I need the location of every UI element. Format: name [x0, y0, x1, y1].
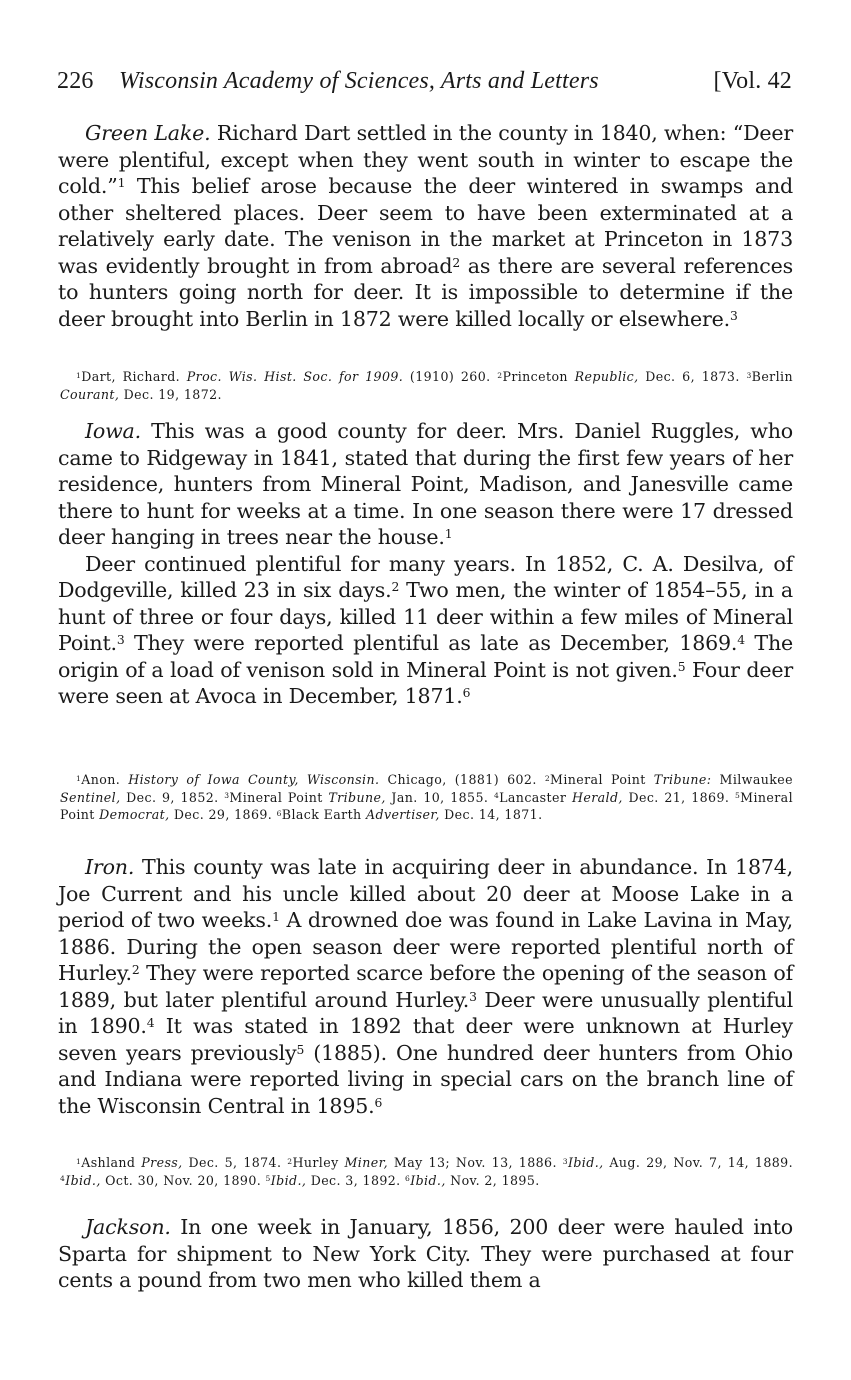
footnote-ref: 6 [462, 686, 471, 701]
footnote-ref: 3 [729, 308, 738, 323]
section-green-lake [58, 120, 793, 332]
iowa-paragraph-2: Deer continued plentiful for many years. In 1852, C. A. Desilva, of Dodgeville, killed 23 in six days.$^2$ Two men, the winter of 1854–55, in a hunt of three or four days, killed 11 deer within a few miles of Mineral Point.$^3$ They were reported plentiful as late as December, 1869.$^4$ The origin of a load of venison sold in Mineral Point is not given.$^5$ Four deer were seen at Avoca in December, 1871.$^6$ [58, 551, 793, 708]
footnote-text: $^1$Ashland Press, Dec. 5, 1874. $^2$Hurley Miner, May 13; Nov. 13, 1886. $^3$Ibid., Aug. 29, Nov. 7, 14, 1889. $^4$Ibid., Oct. 30, Nov. 20, 1890. $^5$Ibid., Dec. 3, 1892. $^6$Ibid., Nov. 2, 1895. [60, 1155, 793, 1188]
footnote-ref: 4 [737, 633, 745, 648]
footnotes-iron [58, 1154, 793, 1189]
iron-paragraph: Iron. This county was late in acquiring deer in abundance. In 1874, Joe Current and his uncle killed about 20 deer at Moose Lake in a period of two weeks.$^1$ A drowned doe was found in Lake Lavina in May, 1886. During the open season deer were reported plentiful north of Hurley.$^2$ They were reported scarce before the opening of the season of 1889, but later plentiful around Hurley.$^3$ Deer were unusually plentiful in 1890.$^4$ It was stated in 1892 that deer were unknown at Hurley seven years previously$^5$ (1885). One hundred deer hunters from Ohio and Indiana were reported living in special cars on the branch line of the Wisconsin Central in 1895.$^6$ [58, 855, 793, 1118]
footnotes-iowa [58, 771, 793, 824]
footnote-ref: 2 [131, 963, 140, 978]
footnote-ref: 3 [116, 633, 125, 648]
footnote-ref: 5 [296, 1042, 305, 1057]
section-iron [58, 854, 793, 1119]
footnote-text: $^1$Dart, Richard. Proc. Wis. Hist. Soc. for 1909. (1910) 260. $^2$Princeton Republic, Dec. 6, 1873. $^3$Berlin Courant, Dec. 19, 1872. [60, 369, 793, 402]
footnote-ref: 3 [469, 989, 477, 1004]
footnote-ref: 5 [677, 659, 686, 674]
footnote-text: $^1$Anon. History of Iowa County, Wisconsin. Chicago, (1881) 602. $^2$Mineral Point Tribune: Milwaukee Sentinel, Dec. 9, 1852. $^3$Mineral Point Tribune, Jan. 10, 1855. $^4$Lancaster Herald, Dec. 21, 1869. $^5$Mineral Point Democrat, Dec. 29, 1869. $^6$Black Earth Advertiser, Dec. 14, 1871. [60, 772, 794, 822]
iowa-paragraph-1: Iowa. This was a good county for deer. Mrs. Daniel Ruggles, who came to Ridgeway in 1841, stated that during the first few years of her residence, hunters from Mineral Point, Madison, and Janesville came there to hunt for weeks at a time. In one season there were 17 dressed deer hanging in trees near the house.$^1$ [58, 419, 793, 549]
journal-title: Wisconsin Academy of Sciences, Arts and Letters [119, 68, 599, 94]
county-name: Green Lake. [85, 121, 211, 145]
footnote-ref: 1 [272, 910, 280, 925]
footnote-ref: 6 [374, 1095, 383, 1110]
footnote-ref: 1 [444, 527, 453, 542]
section-jackson [58, 1214, 793, 1294]
footnote-ref: 2 [391, 580, 400, 595]
section-iowa [58, 418, 793, 710]
county-name: Iowa. [85, 419, 141, 443]
county-name: Jackson. [85, 1215, 171, 1239]
county-name: Iron. [85, 855, 135, 879]
volume-label: [Vol. 42 [713, 68, 792, 94]
footnote-ref: 2 [452, 255, 461, 270]
green-lake-paragraph: Green Lake. Richard Dart settled in the county in 1840, when: “Deer were plentiful, except when they went south in winter to escape the cold.”$^1$ This belief arose because the deer wintered in swamps and other sheltered places. Deer seem to have been exterminated at a relatively early date. The venison in the market at Princeton in 1873 was evidently brought in from abroad$^2$ as there are several references to hunters going north for deer. It is impossible to determine if the deer brought into Berlin in 1872 were killed locally or elsewhere.$^3$ [58, 121, 794, 331]
jackson-paragraph: Jackson. In one week in January, 1856, 200 deer were hauled into Sparta for shipment to New York City. They were purchased at four cents a pound from two men who killed them a [58, 1215, 793, 1292]
page-number: 226 [57, 68, 94, 94]
footnote-ref: 4 [146, 1016, 155, 1031]
footnote-ref: 1 [117, 176, 126, 191]
footnotes-green-lake [58, 368, 793, 403]
